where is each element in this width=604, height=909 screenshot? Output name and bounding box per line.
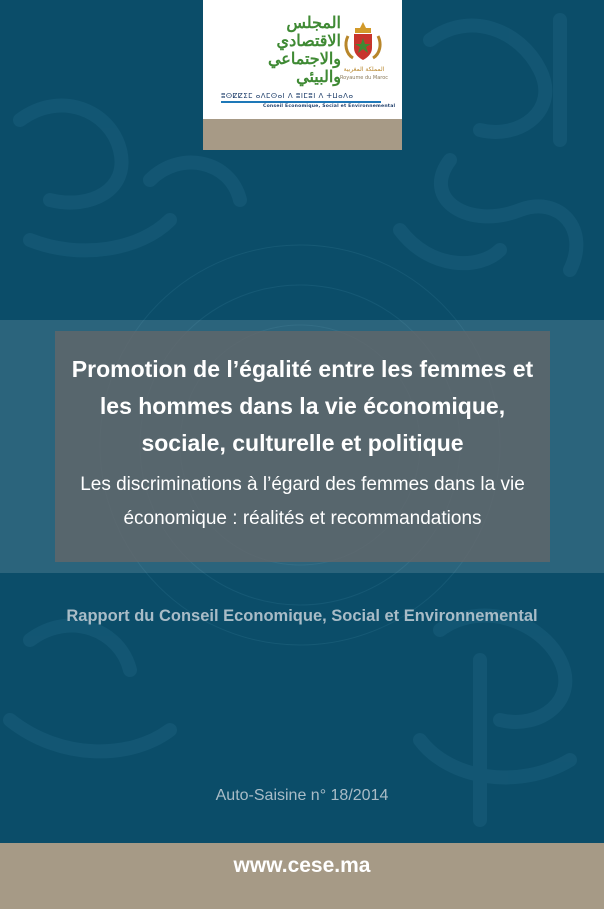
- cese-logo-card: [203, 0, 402, 150]
- title-box: [55, 331, 550, 562]
- logo-arabic-line: والاجتماعي: [267, 49, 341, 68]
- saisine-number: Auto-Saisine n° 18/2014: [215, 787, 389, 804]
- report-subtitle: Les discriminations à l’égard des femmes dans la vie économique : réalités et recommandations: [80, 474, 525, 529]
- report-authorship: Rapport du Conseil Economique, Social et Environnemental: [66, 607, 538, 625]
- logo-arabic-line: المجلس: [286, 13, 341, 32]
- logo-divider-line: [221, 101, 381, 103]
- logo-french-org-name: Conseil Economique, Social et Environnemental: [263, 104, 396, 109]
- logo-arabic-line: الاقتصادي: [276, 31, 341, 50]
- logo-bottom-strip: [203, 119, 402, 150]
- website-link[interactable]: www.cese.ma: [233, 854, 371, 877]
- report-title: Promotion de l’égalité entre les femmes et les hommes dans la vie économique, sociale, culturelle et politique: [71, 356, 534, 456]
- logo-arabic-calligraphy: [219, 14, 341, 88]
- logo-tifinagh-text: ⵓⵙⵇⵇⵉⵎ ⴰⴷⵎⵙⴰⵏ ⴷ ⵓⵏⵎⵓⵏ ⴷ ⵜⵡⴰⴷⴰ: [221, 92, 354, 100]
- kingdom-name-french: Royaume du Maroc: [339, 75, 389, 81]
- logo-arabic-line: والبيئي: [296, 67, 341, 86]
- kingdom-name-arabic: المملكة المغربية: [343, 66, 385, 73]
- royal-emblem-icon: [342, 20, 384, 64]
